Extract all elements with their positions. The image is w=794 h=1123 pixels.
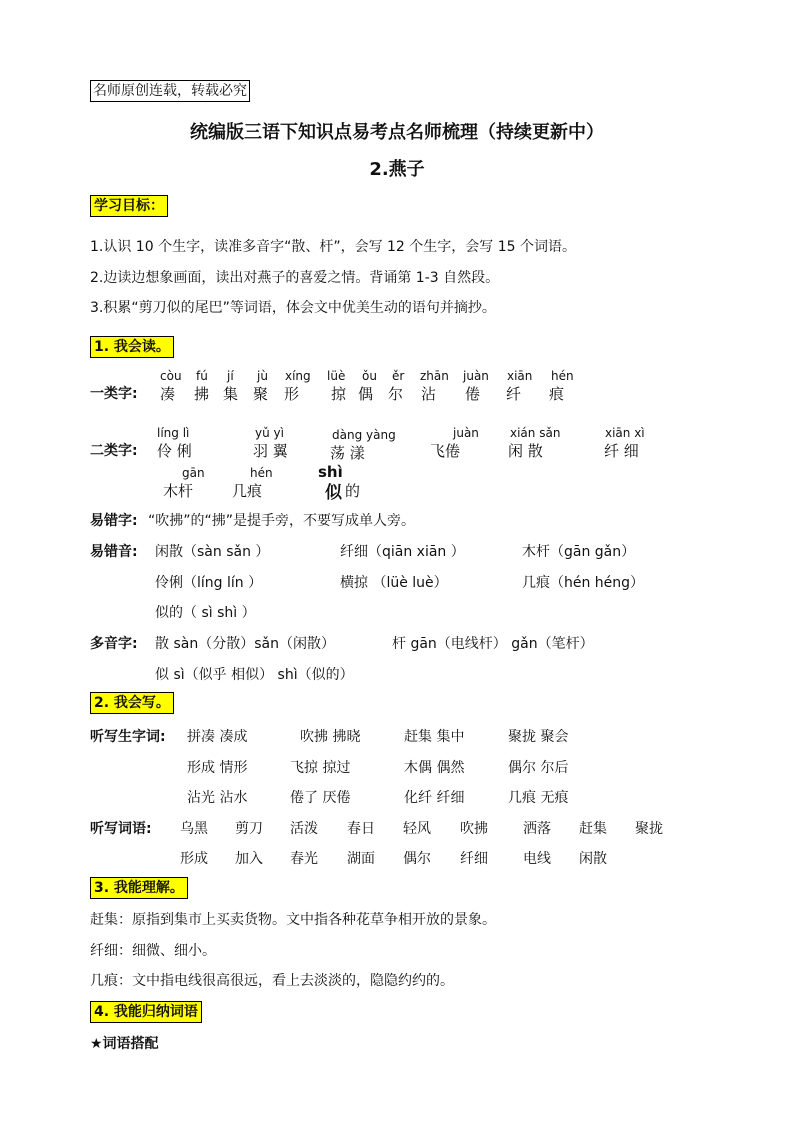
ciyu-word: 电线 — [523, 851, 551, 867]
copyright-stamp: 名师原创连载，转载必究 — [90, 80, 250, 102]
shengzi-word: 倦了 厌倦 — [290, 790, 351, 806]
pinyin: xián sǎn — [510, 426, 561, 440]
character: 集 — [223, 385, 239, 403]
pinyin: còu — [160, 369, 182, 383]
pinyin: gān — [182, 466, 205, 480]
yicuoyin-item: 纤细（qiān xiān ） — [340, 544, 465, 560]
yicuoyin-item: 闲散（sàn sǎn ） — [155, 544, 270, 560]
character-suffix: 的 — [345, 482, 361, 500]
pinyin: ěr — [392, 369, 405, 383]
pinyin: ǒu — [362, 369, 377, 383]
pinyin: yǔ yì — [255, 426, 284, 440]
pinyin: xiān — [507, 369, 533, 383]
lesson-title: 2.燕子 — [369, 159, 425, 180]
character: 聚 — [253, 385, 269, 403]
ciyu-word: 洒落 — [523, 821, 551, 837]
ciyu-word: 春日 — [347, 821, 375, 837]
character: 飞倦 — [430, 442, 461, 460]
duoyin-item: 杆 gān（电线杆） gǎn（笔杆） — [392, 636, 594, 652]
shengzi-word: 拼凑 凑成 — [187, 729, 248, 745]
goals-heading: 学习目标： — [90, 195, 168, 217]
shengzi-word: 形成 情形 — [187, 760, 248, 776]
shengzi-word: 赶集 集中 — [404, 729, 465, 745]
shengzi-word: 偶尔 尔后 — [508, 760, 569, 776]
page-title: 统编版三语下知识点易考点名师梳理（持续更新中） — [190, 122, 604, 143]
character: 沾 — [421, 385, 437, 403]
yicuozi-label: 易错字: — [90, 513, 138, 529]
goal-item: 3.积累“剪刀似的尾巴”等词语，体会文中优美生动的语句并摘抄。 — [90, 300, 496, 316]
section-2-heading: 2. 我会写。 — [90, 692, 174, 714]
shengzi-word: 飞掠 掠过 — [290, 760, 351, 776]
ciyu-word: 轻风 — [403, 821, 431, 837]
pinyin: hén — [551, 369, 574, 383]
word-collocation-subheading: ★词语搭配 — [90, 1036, 159, 1052]
character: 形 — [284, 385, 300, 403]
character: 偶 — [358, 385, 374, 403]
row2-label: 二类字: — [90, 443, 138, 459]
ciyu-word: 吹拂 — [460, 821, 488, 837]
ciyu-word: 春光 — [290, 851, 318, 867]
pinyin: xiān xì — [605, 426, 645, 440]
definition-item: 几痕：文中指电线很高很远，看上去淡淡的，隐隐约约的。 — [90, 973, 454, 989]
goal-item: 2.边读边想象画面，读出对燕子的喜爱之情。背诵第 1-3 自然段。 — [90, 270, 500, 286]
pinyin: jù — [257, 369, 268, 383]
duoyin-item: 散 sàn（分散）sǎn（闲散） — [155, 636, 335, 652]
character: 痕 — [549, 385, 565, 403]
yicuoyin-item: 木杆（gān gǎn） — [522, 544, 636, 560]
character: 纤 — [506, 385, 522, 403]
shengzi-word: 沾光 沾水 — [187, 790, 248, 806]
ciyu-label: 听写词语: — [90, 821, 152, 837]
duoyin-label: 多音字: — [90, 636, 138, 652]
yicuoyin-item: 伶俐（líng lín ） — [155, 575, 263, 591]
definition-item: 纤细：细微、细小。 — [90, 943, 216, 959]
yicuoyin-item: 横掠 （lüè luè） — [340, 575, 448, 591]
ciyu-word: 湖面 — [347, 851, 375, 867]
yicuozi-text: “吹拂”的“拂”是提手旁，不要写成单人旁。 — [148, 513, 416, 529]
character: 尔 — [388, 385, 404, 403]
shengzi-label: 听写生字词: — [90, 729, 166, 745]
yicuoyin-item: 似的（ sì shì ） — [155, 605, 256, 621]
character: 荡 漾 — [330, 444, 365, 462]
section-4-heading: 4. 我能归纳词语 — [90, 1001, 202, 1023]
character: 拂 — [194, 385, 210, 403]
shengzi-word: 几痕 无痕 — [508, 790, 569, 806]
character: 似 — [325, 483, 342, 503]
section-3-heading: 3. 我能理解。 — [90, 877, 188, 899]
ciyu-word: 形成 — [180, 851, 208, 867]
character: 倦 — [465, 385, 481, 403]
duoyin-item: 似 sì（似乎 相似） shì（似的） — [155, 667, 354, 683]
yicuoyin-item: 几痕（hén héng） — [522, 575, 645, 591]
shengzi-word: 聚拢 聚会 — [508, 729, 569, 745]
pinyin: shì — [318, 463, 343, 481]
ciyu-word: 偶尔 — [403, 851, 431, 867]
ciyu-word: 加入 — [235, 851, 263, 867]
shengzi-word: 吹拂 拂晓 — [300, 729, 361, 745]
pinyin: zhān — [420, 369, 449, 383]
ciyu-word: 纤细 — [460, 851, 488, 867]
pinyin: dàng yàng — [332, 428, 396, 442]
row1-label: 一类字: — [90, 386, 138, 402]
section-1-heading: 1. 我会读。 — [90, 336, 174, 358]
goal-item: 1.认识 10 个生字，读准多音字“散、杆”，会写 12 个生字，会写 15 个词语。 — [90, 239, 577, 255]
character: 几痕 — [232, 482, 263, 500]
ciyu-word: 闲散 — [579, 851, 607, 867]
character: 纤 细 — [604, 442, 639, 460]
pinyin: hén — [250, 466, 273, 480]
character: 伶 俐 — [157, 442, 192, 460]
character: 木杆 — [163, 482, 194, 500]
shengzi-word: 化纤 纤细 — [404, 790, 465, 806]
character: 羽 翼 — [253, 442, 288, 460]
character: 凑 — [160, 385, 176, 403]
ciyu-word: 乌黑 — [180, 821, 208, 837]
character: 闲 散 — [508, 442, 543, 460]
shengzi-word: 木偶 偶然 — [404, 760, 465, 776]
definition-item: 赶集：原指到集市上买卖货物。文中指各种花草争相开放的景象。 — [90, 912, 496, 928]
ciyu-word: 剪刀 — [235, 821, 263, 837]
pinyin: jí — [227, 369, 234, 383]
pinyin: líng lì — [157, 426, 190, 440]
ciyu-word: 赶集 — [579, 821, 607, 837]
ciyu-word: 活泼 — [290, 821, 318, 837]
pinyin: fú — [196, 369, 208, 383]
pinyin: juàn — [463, 369, 489, 383]
pinyin: xíng — [285, 369, 311, 383]
character: 掠 — [331, 385, 347, 403]
yicuoyin-label: 易错音: — [90, 544, 138, 560]
pinyin: lüè — [327, 369, 346, 383]
ciyu-word: 聚拢 — [635, 821, 663, 837]
pinyin: juàn — [453, 426, 479, 440]
